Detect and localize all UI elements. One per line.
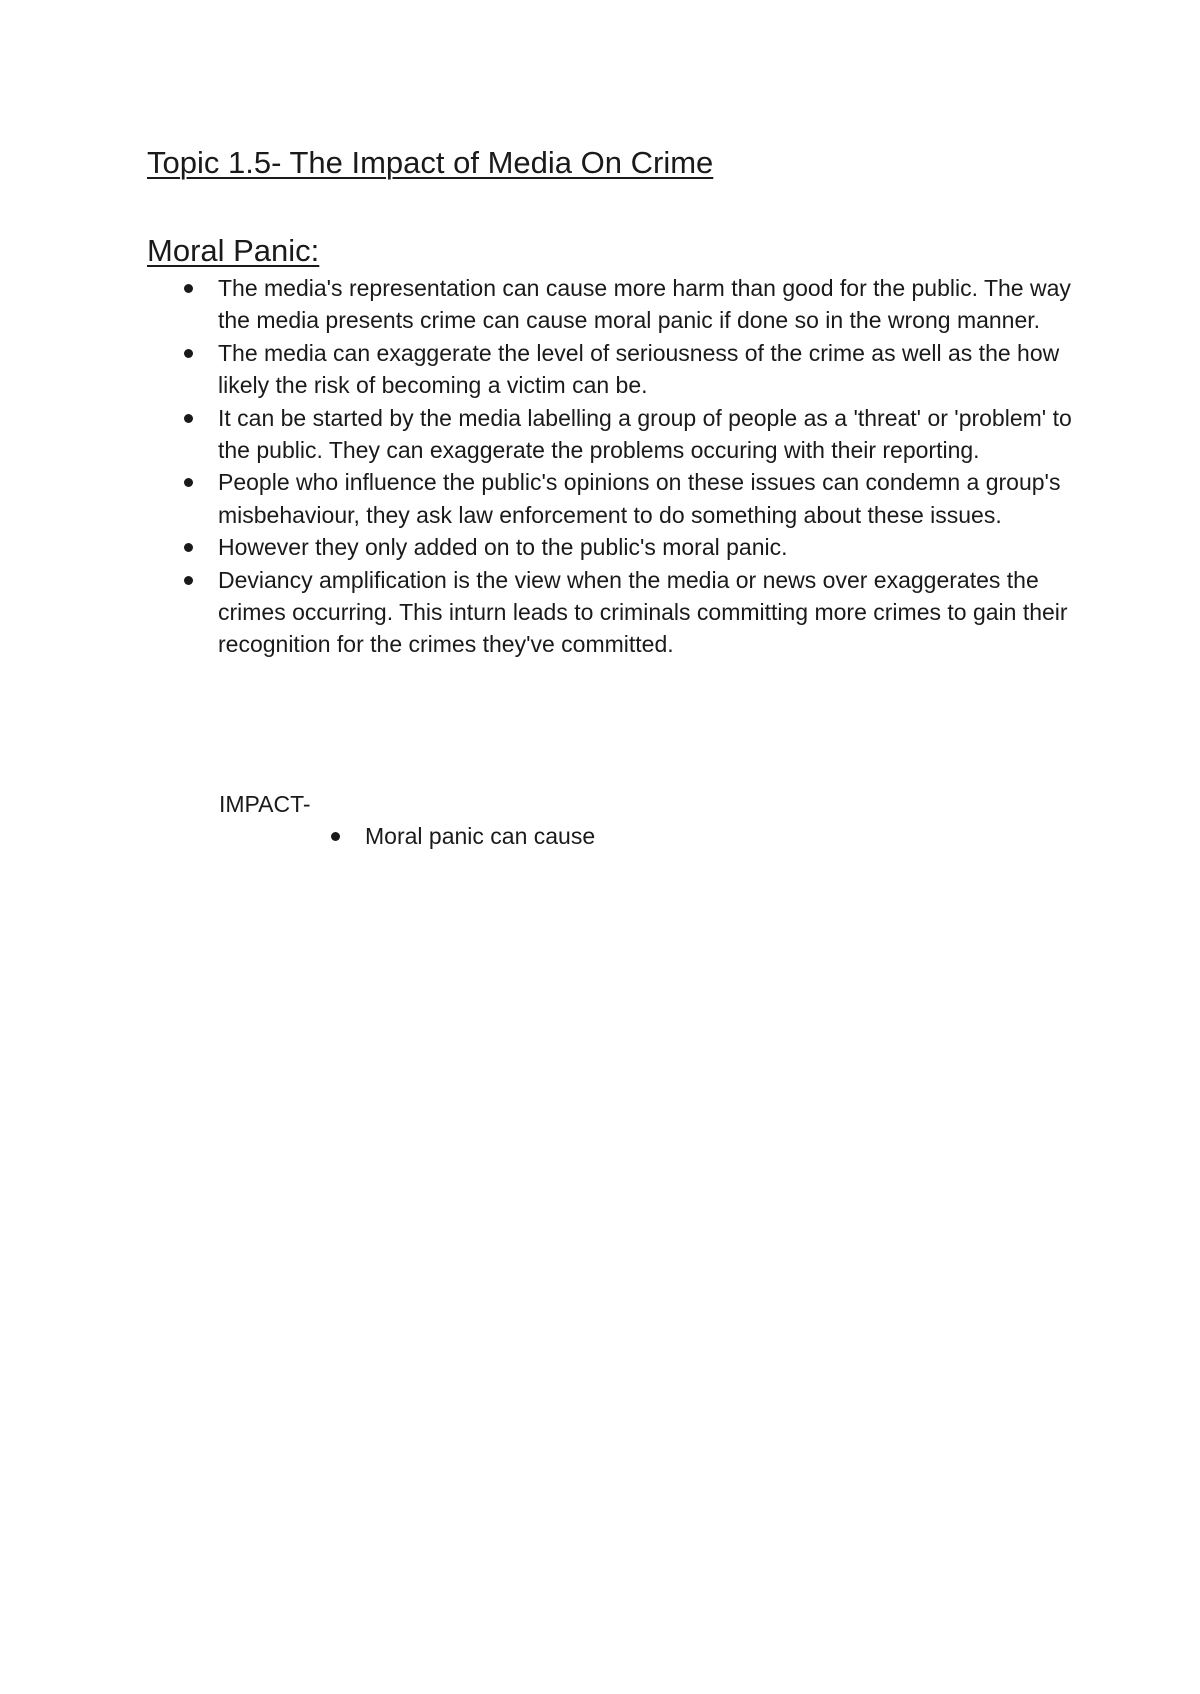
bullet-icon [331, 832, 340, 841]
bullet-icon [184, 576, 193, 585]
list-item [325, 820, 595, 852]
section-heading-moral-panic: Moral Panic: [147, 233, 320, 268]
list-item-text: However they only added on to the public's moral panic. [218, 534, 788, 561]
bullet-icon [184, 478, 193, 487]
list-item [178, 272, 1078, 337]
list-item-text: Moral panic can cause [365, 823, 596, 849]
impact-label: IMPACT- [219, 791, 311, 817]
list-item-text: It can be started by the media labelling a group of people as a 'threat' or 'problem' to the public. They can exaggerate the problems occuring with their reporting. [218, 404, 1072, 464]
list-item [178, 564, 1078, 661]
moral-panic-bullet-list [178, 272, 1078, 661]
list-item [178, 402, 1078, 467]
list-item-text: The media can exaggerate the level of seriousness of the crime as well as the how likely the risk of becoming a victim can be. [218, 339, 1060, 399]
list-item [178, 337, 1078, 402]
bullet-icon [184, 284, 193, 293]
bullet-icon [184, 349, 193, 358]
list-item-text: People who influence the public's opinions on these issues can condemn a group's misbehaviour, they ask law enforcement to do something about these issues. [218, 469, 1061, 528]
bullet-icon [184, 414, 193, 423]
list-item [178, 531, 1078, 563]
bullet-icon [184, 543, 193, 552]
list-item-text: Deviancy amplification is the view when the media or news over exaggerates the crimes occurring. This inturn leads to criminals committing more crimes to gain their recognition for the crimes they've committed. [218, 566, 1068, 658]
list-item [178, 466, 1078, 531]
list-item-text: The media's representation can cause more harm than good for the public. The way the media presents crime can cause moral panic if done so in the wrong manner. [218, 275, 1071, 334]
document-title: Topic 1.5- The Impact of Media On Crime [147, 145, 714, 180]
impact-bullet-list [325, 820, 595, 852]
